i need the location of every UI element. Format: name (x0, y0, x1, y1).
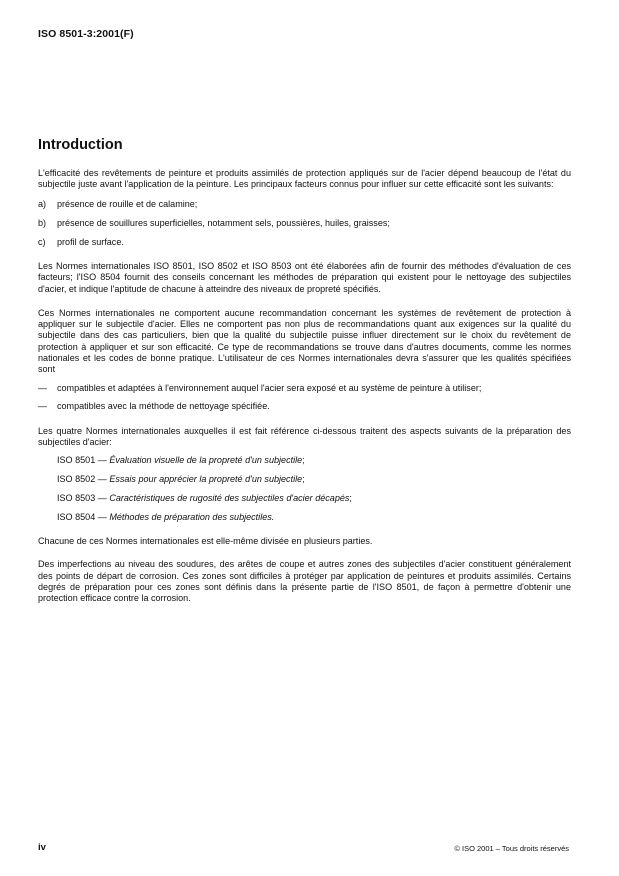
intro-paragraph-5: Chacune de ces Normes internationales est elle-même divisée en plusieurs parties. (38, 536, 373, 547)
list-marker: b) (38, 217, 47, 228)
section-title: Introduction (38, 137, 123, 153)
list-item (38, 237, 571, 248)
standard-title: Évaluation visuelle de la propreté d'un subjectile (109, 455, 303, 466)
list-text: compatibles et adaptées à l'environnement auquel l'acier sera exposé et au système de peinture à utiliser; (57, 382, 482, 393)
intro-paragraph-3: Ces Normes internationales ne comportent aucune recommandation concernant les systèmes de revêtement de protection à appliquer sur le subjectile d'acier. Elles ne comportent pas non plus de recommandations quant aux exigences sur la qualité du subjectile dans des cas particuliers, bien que la qualité du subjectile puisse influer directement sur le choix du revêtement de protection à appliquer et sur son efficacité. Ce type de recommandations se trouve dans d'autres documents, comme les normes nationales et les codes de bonne pratique. L'utilisateur de ces Normes internationales devra s'assurer que les qualités spécifiées sont (38, 307, 571, 375)
document-id: ISO 8501-3:2001(F) (38, 28, 134, 40)
section-body (38, 168, 571, 613)
page-number: iv (38, 842, 46, 853)
list-marker: — (38, 382, 48, 393)
list-item (38, 383, 571, 394)
intro-paragraph-4: Les quatre Normes internationales auxquelles il est fait référence ci-dessous traitent des aspects suivants de la préparation des subjectiles d'acier: (38, 425, 571, 448)
list-marker: — (38, 401, 48, 412)
standard-end: ; (349, 492, 352, 503)
list-item (38, 199, 571, 210)
standard-number: ISO 8502 — (57, 474, 110, 485)
standard-reference (57, 493, 571, 504)
list-text: profil de surface. (57, 236, 124, 247)
standard-title: Méthodes de préparation des subjectiles. (109, 511, 275, 522)
standard-number: ISO 8504 — (57, 511, 110, 522)
intro-paragraph-2: Les Normes internationales ISO 8501, ISO 8502 et ISO 8503 ont été élaborées afin de fournir des méthodes d'évaluation de ces facteurs; l'ISO 8504 fournit des conseils concernant les méthodes de préparation qui existent pour le nettoyage des subjectiles d'acier, et indique l'aptitude de chacune à atteindre des niveaux de propreté spécifiés. (38, 260, 571, 294)
standard-reference (57, 512, 571, 523)
list-text: présence de souillures superficielles, notamment sels, poussières, huiles, graisses; (57, 217, 390, 228)
intro-paragraph-1: L'efficacité des revêtements de peinture et produits assimilés de protection appliqués sur de l'acier dépend beaucoup de l'état du subjectile juste avant l'application de la peinture. Les principaux facteurs connus pour influer sur cette efficacité sont les suivants: (38, 168, 571, 190)
list-text: présence de rouille et de calamine; (57, 199, 198, 210)
list-marker: c) (38, 236, 46, 247)
list-text: compatibles avec la méthode de nettoyage spécifiée. (57, 401, 270, 412)
intro-paragraph-6: Des imperfections au niveau des soudures, des arêtes de coupe et autres zones des subjectiles d'acier constituent généralement des points de départ de corrosion. Ces zones sont difficiles à protéger par application de peintures et produits assimilés. Certains degrés de préparation pour ces zones sont définis dans la présente partie de l'ISO 8501, de façon à permettre d'obtenir une protection efficace contre la corrosion. (38, 559, 571, 604)
list-item (38, 218, 571, 229)
standards-list (38, 455, 571, 523)
standard-end: ; (302, 474, 305, 485)
copyright-notice: © ISO 2001 – Tous droits réservés (454, 844, 569, 853)
standard-reference (57, 474, 571, 485)
standard-reference (57, 455, 571, 466)
list-item (38, 401, 571, 412)
standard-title: Essais pour apprécier la propreté d'un subjectile (109, 474, 303, 485)
factor-list (38, 199, 571, 248)
standard-title: Caractéristiques de rugosité des subjectiles d'acier décapés (109, 492, 350, 503)
list-marker: a) (38, 199, 47, 210)
quality-list (38, 383, 571, 413)
standard-end: ; (302, 455, 305, 466)
standard-number: ISO 8501 — (57, 455, 110, 466)
standard-number: ISO 8503 — (57, 492, 110, 503)
